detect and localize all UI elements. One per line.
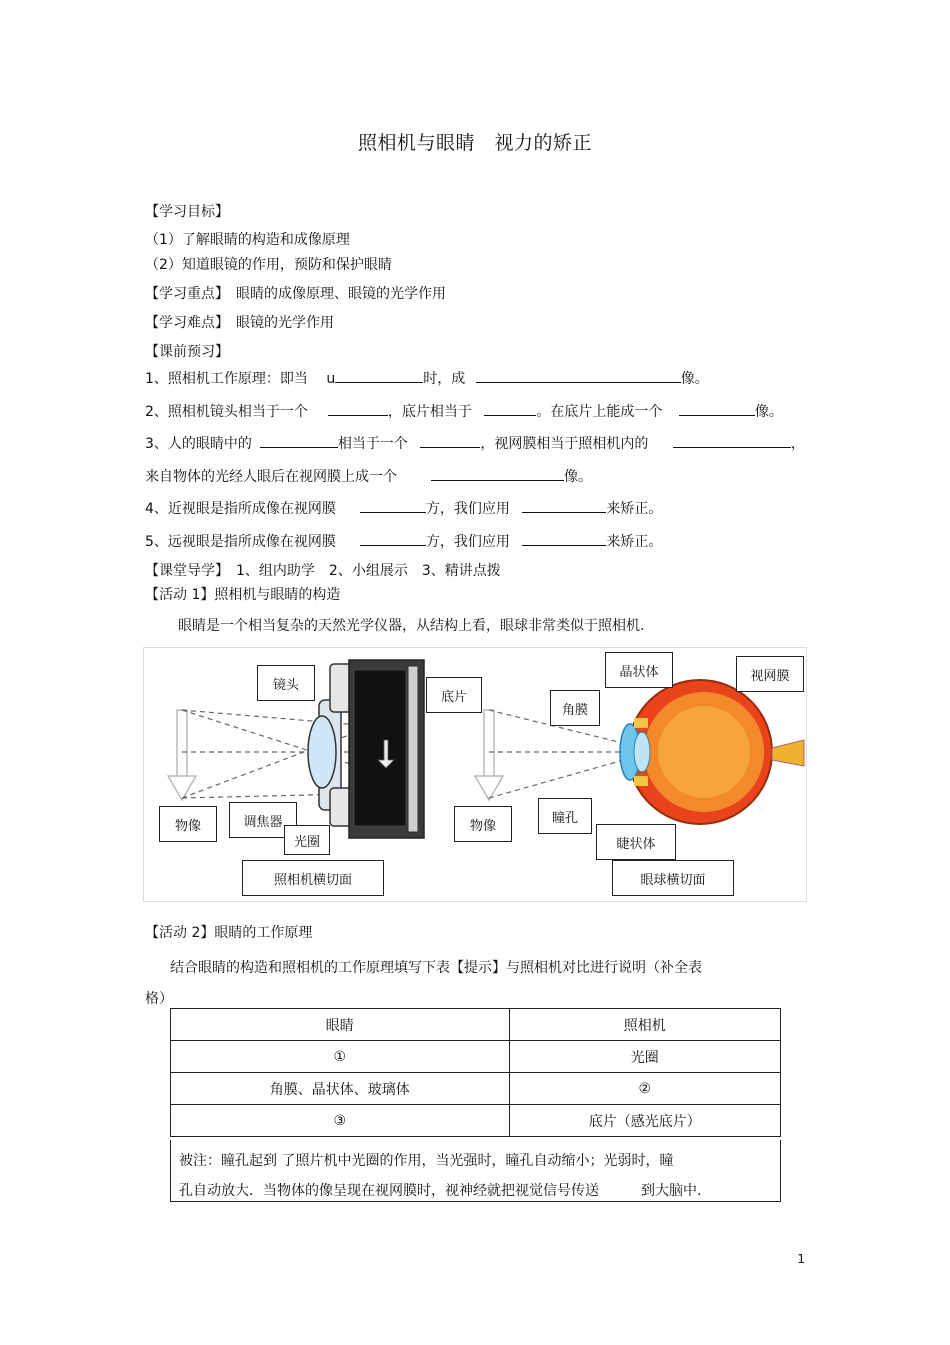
answer-blank[interactable] — [522, 532, 606, 546]
question-5: 5、远视眼是指所成像在视网膜 方，我们应用 来矫正。 — [145, 534, 663, 550]
table-header-row — [171, 1009, 781, 1041]
note-line-1: 被注：瞳孔起到 了照片机中光圈的作用，当光强时，瞳孔自动缩小；光弱时，瞳 — [179, 1153, 674, 1169]
page-number: 1 — [797, 1252, 805, 1266]
label-retina: 视网膜 — [736, 656, 804, 692]
label-ciliary: 睫状体 — [596, 824, 676, 860]
answer-blank[interactable] — [420, 434, 480, 448]
label-crystalline: 晶状体 — [605, 652, 673, 688]
question-1: 1、照相机工作原理：即当 u 时，成 像。 — [145, 371, 709, 387]
difficulty-line: 【学习难点】 眼镜的光学作用 — [145, 315, 334, 331]
label-object-right: 物像 — [454, 806, 512, 842]
answer-blank[interactable] — [360, 532, 426, 546]
eyeball — [620, 680, 804, 824]
answer-blank[interactable] — [431, 467, 564, 481]
table-cell[interactable]: ③ — [171, 1105, 510, 1137]
focus-line: 【学习重点】 眼睛的成像原理、眼镜的光学作用 — [145, 286, 446, 302]
table-note — [170, 1140, 781, 1202]
activity-2-header: 【活动 2】眼睛的工作原理 — [145, 925, 313, 941]
answer-blank[interactable] — [260, 434, 338, 448]
table-cell: 光圈 — [509, 1041, 780, 1073]
table-header-eye: 眼睛 — [171, 1009, 510, 1041]
question-4: 4、近视眼是指所成像在视网膜 方，我们应用 来矫正。 — [145, 501, 663, 517]
activity-1-header: 【活动 1】照相机与眼睛的构造 — [145, 587, 341, 603]
table-cell[interactable]: ② — [509, 1073, 780, 1105]
page-title: 照相机与眼睛 视力的矫正 — [357, 132, 592, 154]
answer-blank[interactable] — [484, 402, 536, 416]
activity-2-text-1: 结合眼睛的构造和照相机的工作原理填写下表【提示】与照相机对比进行说明（补全表 — [170, 960, 702, 976]
table-cell: 角膜、晶状体、玻璃体 — [171, 1073, 510, 1105]
question-2: 2、照相机镜头相当于一个 ，底片相当于 。在底片上能成一个 像。 — [145, 404, 783, 420]
label-aperture: 光圈 — [284, 825, 330, 855]
label-pupil: 瞳孔 — [538, 798, 592, 834]
question-3: 3、人的眼睛中的 相当于一个 ，视网膜相当于照相机内的 ， — [145, 436, 805, 452]
camera-body — [308, 660, 424, 838]
answer-blank[interactable] — [679, 402, 755, 416]
label-lens: 镜头 — [257, 665, 315, 701]
label-film: 底片 — [426, 677, 482, 713]
answer-blank[interactable] — [328, 402, 388, 416]
activity-1-text: 眼睛是一个相当复杂的天然光学仪器，从结构上看，眼球非常类似于照相机. — [178, 618, 645, 634]
question-3-continued: 来自物体的光经人眼后在视网膜上成一个 像。 — [145, 469, 592, 485]
answer-blank[interactable] — [476, 369, 681, 383]
label-camera-section: 照相机横切面 — [242, 860, 384, 896]
label-focus: 调焦器 — [229, 802, 297, 838]
answer-blank[interactable] — [673, 434, 791, 448]
preview-header: 【课前预习】 — [145, 344, 229, 360]
label-cornea: 角膜 — [550, 690, 600, 726]
classroom-guide: 【课堂导学】 1、组内助学 2、小组展示 3、精讲点拨 — [145, 563, 501, 579]
object-arrow-left — [168, 710, 196, 800]
answer-blank[interactable] — [335, 369, 423, 383]
table-header-camera: 照相机 — [509, 1009, 780, 1041]
label-object-left: 物像 — [159, 806, 217, 842]
answer-blank[interactable] — [360, 499, 426, 513]
label-eye-section: 眼球横切面 — [612, 860, 734, 896]
camera-eye-figure — [143, 647, 807, 902]
activity-2-text-2: 格） — [145, 991, 173, 1007]
object-arrow-right — [475, 710, 503, 800]
table-cell: 底片（感光底片） — [509, 1105, 780, 1137]
goals-header: 【学习目标】 — [145, 204, 229, 220]
goal-1: （1）了解眼睛的构造和成像原理 — [145, 232, 350, 248]
table-row — [171, 1041, 781, 1073]
table-row — [171, 1105, 781, 1137]
table-row — [171, 1073, 781, 1105]
answer-blank[interactable] — [522, 499, 606, 513]
goal-2: （2）知道眼镜的作用，预防和保护眼睛 — [145, 257, 392, 273]
comparison-table — [170, 1008, 781, 1137]
note-line-2: 孔自动放大．当物体的像呈现在视网膜时，视神经就把视觉信号传送 到大脑中. — [179, 1183, 702, 1199]
table-cell[interactable]: ① — [171, 1041, 510, 1073]
